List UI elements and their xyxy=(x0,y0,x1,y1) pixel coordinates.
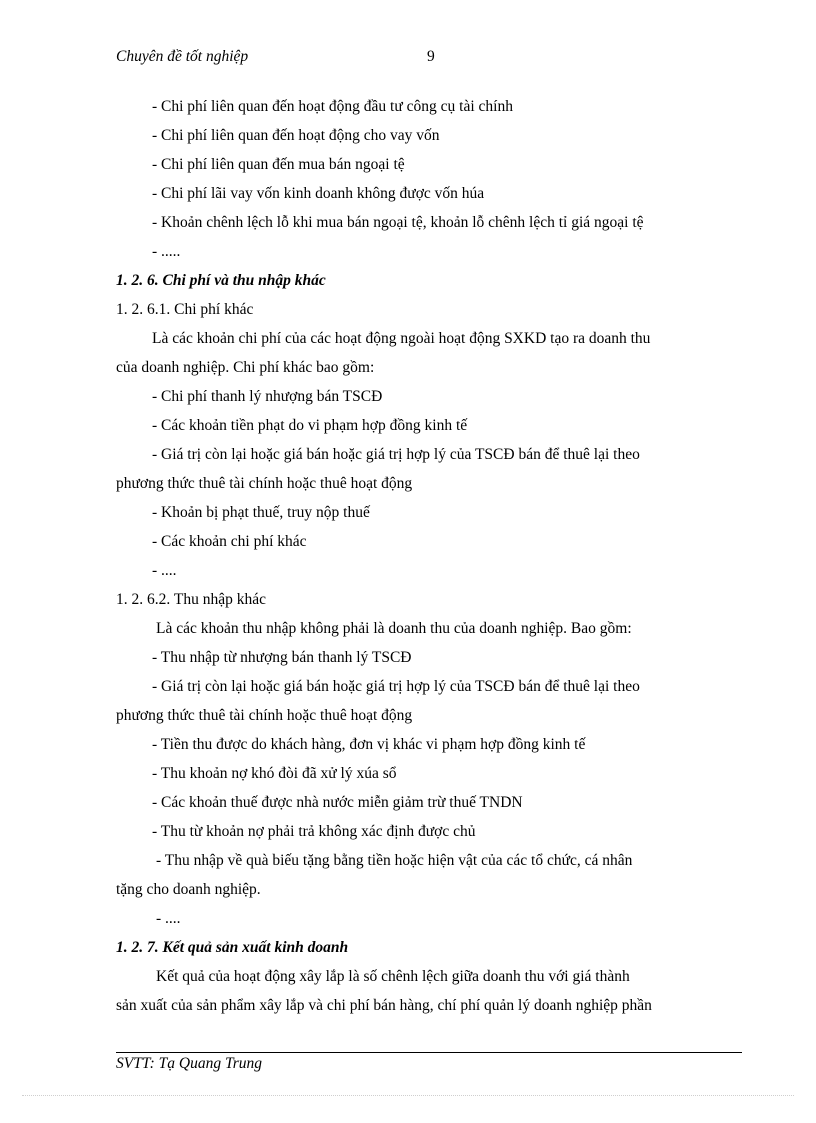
body-line: - ..... xyxy=(152,243,181,260)
body-line: - Chi phí liên quan đến mua bán ngoại tệ xyxy=(152,156,405,173)
body-line: - Các khoản thuế được nhà nước miễn giảm trừ thuế TNDN xyxy=(152,794,523,811)
body-line: - Các khoản chi phí khác xyxy=(152,533,307,550)
section-heading-1-2-6: 1. 2. 6. Chi phí và thu nhập khác xyxy=(116,272,326,289)
body-line: - Thu nhập về quà biếu tặng bằng tiền hoặc hiện vật của các tổ chức, cá nhân xyxy=(156,852,633,869)
body-line: - Khoản bị phạt thuế, truy nộp thuế xyxy=(152,504,370,521)
body-line: Là các khoản thu nhập không phải là doanh thu của doanh nghiệp. Bao gồm: xyxy=(156,620,632,637)
body-line: - Giá trị còn lại hoặc giá bán hoặc giá trị hợp lý của TSCĐ bán để thuê lại theo xyxy=(152,678,640,695)
body-line: Là các khoản chi phí của các hoạt động ngoài hoạt động SXKD tạo ra doanh thu xyxy=(152,330,651,347)
section-heading-1-2-7: 1. 2. 7. Kết quả sản xuất kinh doanh xyxy=(116,939,349,956)
body-line: - Chi phí liên quan đến hoạt động cho vay vốn xyxy=(152,127,440,144)
body-line: của doanh nghiệp. Chi phí khác bao gồm: xyxy=(116,359,375,376)
body-line: - Thu nhập từ nhượng bán thanh lý TSCĐ xyxy=(152,649,412,666)
body-line: phương thức thuê tài chính hoặc thuê hoạt động xyxy=(116,475,413,492)
body-line: - .... xyxy=(156,910,181,927)
footer-divider xyxy=(116,1052,742,1053)
body-line: sản xuất của sản phẩm xây lắp và chi phí bán hàng, chí phí quản lý doanh nghiệp phần xyxy=(116,997,652,1014)
body-line: Kết quả của hoạt động xây lắp là số chênh lệch giữa doanh thu với giá thành xyxy=(156,968,630,985)
page-header-title: Chuyên đề tốt nghiệp xyxy=(116,48,249,65)
body-line: phương thức thuê tài chính hoặc thuê hoạt động xyxy=(116,707,413,724)
subsection-heading-1-2-6-2: 1. 2. 6.2. Thu nhập khác xyxy=(116,591,266,608)
body-line: - .... xyxy=(152,562,177,579)
body-line: - Chi phí liên quan đến hoạt động đầu tư công cụ tài chính xyxy=(152,98,513,115)
body-line: - Chi phí thanh lý nhượng bán TSCĐ xyxy=(152,388,383,405)
page-number: 9 xyxy=(427,48,435,65)
body-line: - Tiền thu được do khách hàng, đơn vị khác vi phạm hợp đồng kinh tế xyxy=(152,736,586,753)
body-line: - Thu khoản nợ khó đòi đã xử lý xúa sổ xyxy=(152,765,397,782)
document-body xyxy=(116,92,733,1020)
body-line: - Chi phí lãi vay vốn kinh doanh không được vốn húa xyxy=(152,185,485,202)
body-line: - Khoản chênh lệch lỗ khi mua bán ngoại tệ, khoản lỗ chênh lệch tỉ giá ngoại tệ xyxy=(152,214,644,231)
subsection-heading-1-2-6-1: 1. 2. 6.1. Chi phí khác xyxy=(116,301,254,318)
body-line: tặng cho doanh nghiệp. xyxy=(116,881,261,898)
body-line: - Các khoản tiền phạt do vi phạm hợp đồng kinh tế xyxy=(152,417,468,434)
page-bottom-dotted-line xyxy=(22,1095,794,1096)
body-line: - Thu từ khoản nợ phải trả không xác định được chủ xyxy=(152,823,476,840)
page-footer-author: SVTT: Tạ Quang Trung xyxy=(116,1055,263,1072)
body-line: - Giá trị còn lại hoặc giá bán hoặc giá trị hợp lý của TSCĐ bán để thuê lại theo xyxy=(152,446,640,463)
